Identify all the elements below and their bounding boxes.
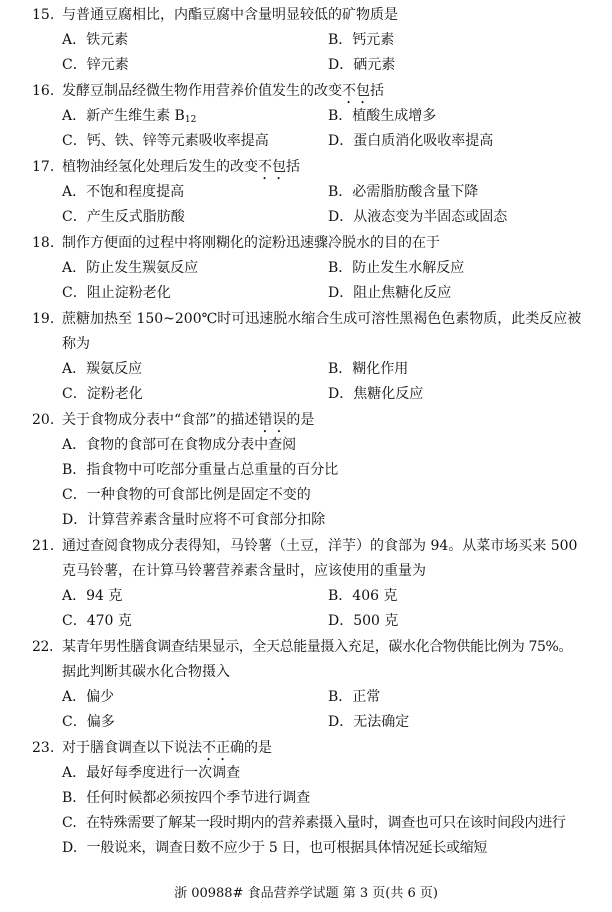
question-18-option-c: C．阻止淀粉老化 (62, 285, 171, 301)
question-20-option-c: C．一种食物的可食部比例是固定不变的 (62, 487, 311, 503)
question-19-option-c: C．淀粉老化 (62, 386, 143, 402)
question-15-option-b: B．钙元素 (328, 32, 395, 48)
question-21-stem: 21. 通过查阅食物成分表得知，马铃薯（土豆，洋芋）的食部为 94。从菜市场买来 500 (32, 538, 578, 554)
question-22-option-c: C．偏多 (62, 714, 115, 730)
question-17-option-d: D．从液态变为半固态或固态 (328, 209, 508, 225)
question-21-option-d: D．500 克 (328, 613, 399, 629)
question-16-option-b: B．植酸生成增多 (328, 108, 437, 124)
question-23-option-b: B．任何时候都必须按四个季节进行调查 (62, 790, 311, 806)
question-19-option-b: B．糊化作用 (328, 361, 409, 377)
question-20-option-d: D．计算营养素含量时应将不可食部分扣除 (62, 512, 326, 528)
question-15-stem: 15. 与普通豆腐相比，内酯豆腐中含量明显较低的矿物质是 (32, 7, 398, 23)
question-23-stem: 23. 对于膳食调查以下说法不正确的是 (32, 740, 272, 756)
question-17-stem: 17. 植物油经氢化处理后发生的改变不包括 (32, 159, 300, 175)
question-21-option-b: B．406 克 (328, 588, 398, 604)
question-15-option-d: D．硒元素 (328, 57, 396, 73)
question-20-option-b: B．指食物中可吃部分重量占总重量的百分比 (62, 462, 339, 478)
question-19-stem: 19. 蔗糖加热至 150~200℃时可迅速脱水缩合生成可溶性黑褐色色素物质，此类反应被 (32, 311, 582, 327)
question-18-option-d: D．阻止焦糖化反应 (328, 285, 452, 301)
question-15-option-a: A．铁元素 (62, 32, 129, 48)
page-footer: 浙 00988# 食品营养学试题 第 3 页(共 6 页) (174, 886, 438, 901)
question-16-option-a: A．新产生维生素 $B_{12}$ (62, 108, 197, 125)
question-16-stem: 16. 发酵豆制品经微生物作用营养价值发生的改变不包括 (32, 83, 384, 99)
question-22-option-b: B．正常 (328, 689, 381, 705)
question-19-option-a: A．羰氨反应 (62, 361, 143, 377)
question-23-option-a: A．最好每季度进行一次调查 (62, 765, 241, 781)
question-21-stem-line2: 克马铃薯，在计算马铃薯营养素含量时，应该使用的重量为 (62, 563, 426, 579)
question-17-option-a: A．不饱和程度提高 (62, 184, 185, 200)
question-17-option-c: C．产生反式脂肪酸 (62, 209, 185, 225)
question-22-stem: 22. 某青年男性膳食调查结果显示，全天总能量摄入充足，碳水化合物供能比例为 75%。 (32, 639, 572, 655)
question-18-stem: 18. 制作方便面的过程中将刚糊化的淀粉迅速骤冷脱水的目的在于 (32, 235, 440, 251)
question-22-stem-line2: 据此判断其碳水化合物摄入 (62, 664, 230, 680)
question-15-option-c: C．锌元素 (62, 57, 129, 73)
question-17-option-b: B．必需脂肪酸含量下降 (328, 184, 479, 200)
question-16-option-d: D．蛋白质消化吸收率提高 (328, 133, 494, 149)
question-20-stem: 20. 关于食物成分表中“食部”的描述错误的是 (32, 412, 315, 428)
question-21-option-a: A．94 克 (62, 588, 123, 604)
question-18-option-b: B．防止发生水解反应 (328, 260, 465, 276)
question-19-option-d: D．焦糖化反应 (328, 386, 424, 402)
question-20-option-a: A．食物的食部可在食物成分表中查阅 (62, 437, 297, 453)
question-23-option-c: C．在特殊需要了解某一段时期内的营养素摄入量时，调查也可只在该时间段内进行 (62, 815, 566, 831)
question-22-option-d: D．无法确定 (328, 714, 410, 730)
question-23-option-d: D．一般说来，调查日数不应少于 5 日，也可根据具体情况延长或缩短 (62, 840, 488, 856)
question-16-option-c: C．钙、铁、锌等元素吸收率提高 (62, 133, 269, 149)
question-19-stem-line2: 称为 (62, 336, 90, 352)
question-22-option-a: A．偏少 (62, 689, 115, 705)
question-21-option-c: C．470 克 (62, 613, 132, 629)
question-18-option-a: A．防止发生羰氨反应 (62, 260, 199, 276)
